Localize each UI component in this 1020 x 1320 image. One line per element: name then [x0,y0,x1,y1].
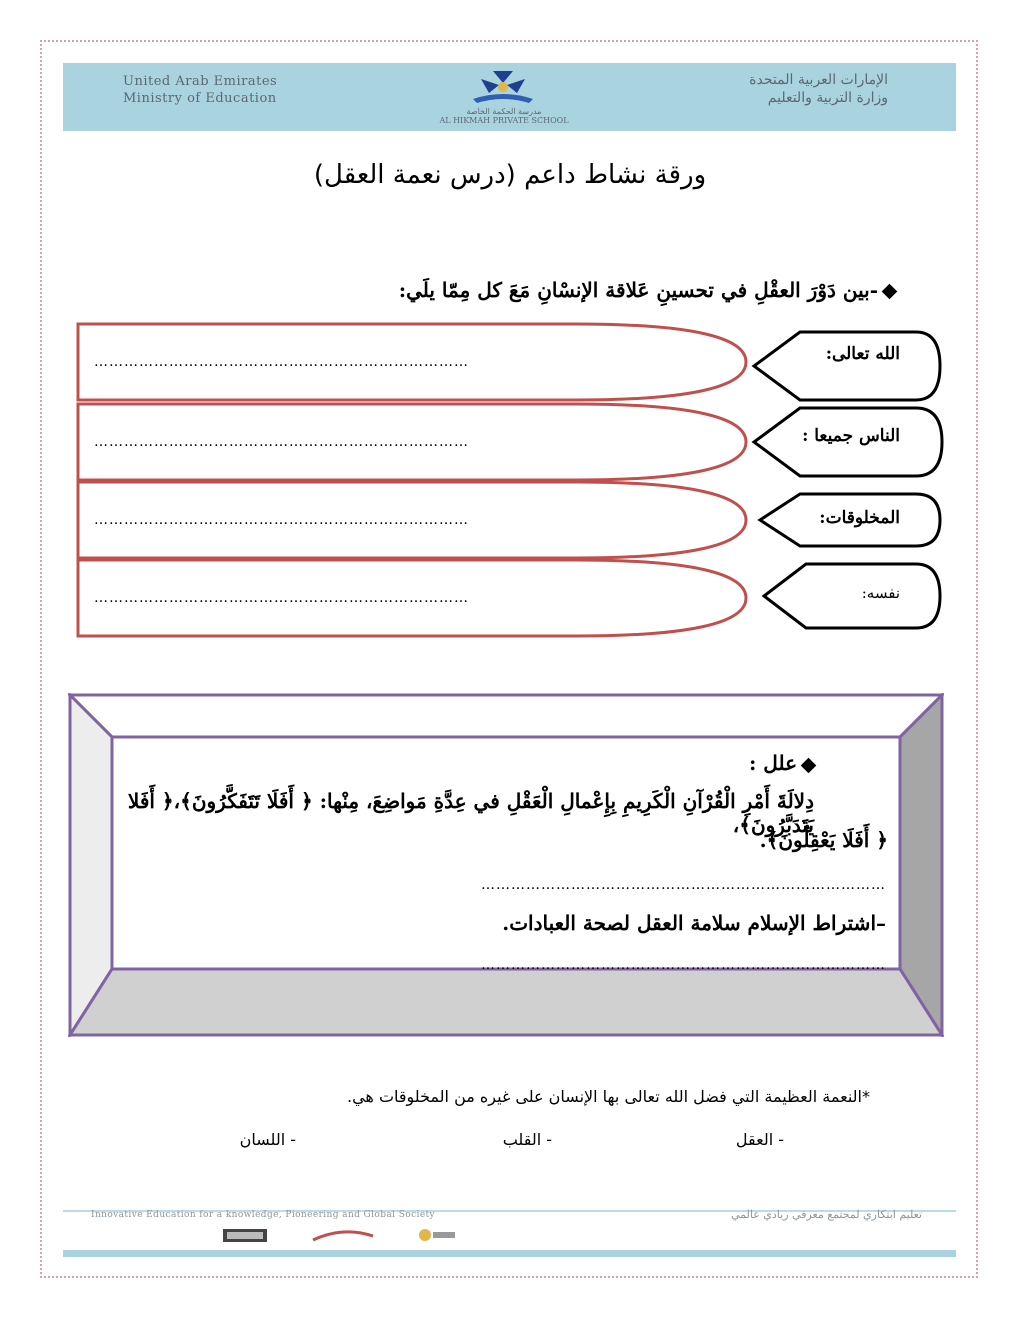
reasoning-heading-text: علل : [748,751,797,775]
page-title: ورقة نشاط داعم (درس نعمة العقل) [313,160,707,190]
header-en-line1: United Arab Emirates [123,74,278,89]
reasoning-frame [68,693,944,1037]
question-1-text: -بين دَوْرَ العقْلِ في تحسينِ عَلاقة الإنسْانِ مَعَ كل مِمّا يلَي: [398,278,878,302]
diamond-bullet-icon [882,284,898,300]
bevel-frame [68,693,944,1037]
relation-row-allah [76,322,946,402]
reasoning-item-2: –اشتراط الإسلام سلامة العقل لصحة العبادات. [502,911,886,935]
reasoning-item-1: دِلالَةَ أَمْرِ الْقُرْآنِ الْكَرِيمِ بِإِعْمالِ الْعَقْلِ في عِدَّةِ مَواضِعَ، مِنْها: ﴿ أَفَلَا تَتَفَكَّرُونَ﴾،﴿ أَفَلا يَتَدَبَّرُونَ﴾، [127,789,814,837]
relation-row-creatures [76,480,946,560]
relation-label: الناس جميعا : [802,426,900,446]
relation-label: الله تعالى: [825,344,900,364]
relation-label: نفسه: [861,584,900,602]
option-tongue[interactable]: - اللسان [239,1130,296,1149]
relation-label: المخلوقات: [819,508,900,528]
header-arabic [749,71,888,107]
school-name-en: AL HIKMAH PRIVATE SCHOOL [439,116,569,125]
header-ar-line2: وزارة التربية والتعليم [767,90,888,106]
header-english [123,73,277,107]
option-heart[interactable]: - القلب [502,1130,552,1149]
school-name [435,107,573,125]
answer-line[interactable]: ……………………………………………………………………… [481,957,886,973]
answer-line[interactable]: ………………………………………………………………… [94,512,469,528]
relation-row-self [76,558,946,638]
reasoning-heading [749,751,814,775]
reasoning-item-1-cont: ﴿ أَفَلَا يَعْقِلُونَ﴾. [759,828,888,852]
question-1 [399,278,895,302]
partner-logos-icon [213,1224,543,1246]
answer-line[interactable]: ……………………………………………………………………… [481,877,886,893]
school-name-ar: مدرسة الحكمة الخاصة [466,107,542,116]
footer-slogan-en: Innovative Education for a knowledge, Pioneering and Global Society [91,1210,436,1220]
header-banner [63,63,956,131]
footer-bar [63,1250,956,1257]
header-ar-line1: الإمارات العربية المتحدة [749,72,888,88]
question-3: *النعمة العظيمة التي فضل الله تعالى بها الإنسان على غيره من المخلوقات هي. [347,1087,870,1106]
header-en-line2: Ministry of Education [123,91,277,106]
footer [63,1200,956,1258]
option-mind[interactable]: - العقل [735,1130,784,1149]
diamond-bullet-icon [801,758,817,774]
relation-row-people [76,402,946,482]
footer-slogan-ar: تعليم ابتكاري لمجتمع معرفي ريادي عالمي [731,1208,922,1221]
answer-line[interactable]: ………………………………………………………………… [94,590,469,606]
answer-line[interactable]: ………………………………………………………………… [94,354,469,370]
answer-line[interactable]: ………………………………………………………………… [94,434,469,450]
